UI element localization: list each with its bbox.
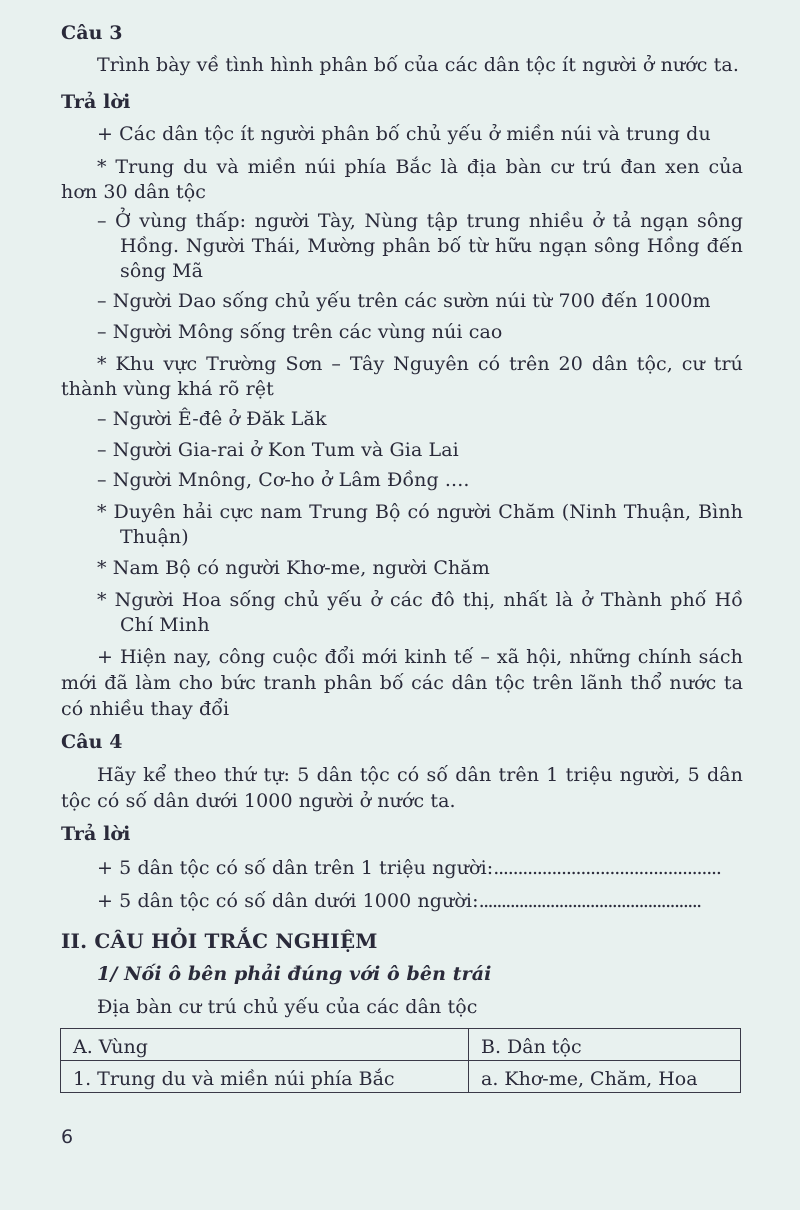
question-4-prompt: tộc có số dân dưới 1000 người ở nước ta.: [61, 790, 456, 812]
answer-line: * Nam Bộ có người Khơ-me, người Chăm: [97, 557, 490, 579]
answer-line: thành vùng khá rõ rệt: [61, 378, 274, 400]
answer-line: * Người Hoa sống chủ yếu ở các đô thị, nhất là ở Thành phố Hồ: [97, 589, 743, 611]
answer-line: * Trung du và miền núi phía Bắc là địa bàn cư trú đan xen của: [97, 156, 743, 178]
table-row: [61, 1061, 741, 1093]
answer-line: có nhiều thay đổi: [61, 698, 230, 720]
answer-line: + Hiện nay, công cuộc đổi mới kinh tế – xã hội, những chính sách: [97, 646, 743, 668]
table-header-region: A. Vùng: [61, 1029, 469, 1061]
answer-line: Hồng. Người Thái, Mường phân bố từ hữu ngạn sông Hồng đến: [120, 235, 743, 257]
answer-line: * Khu vực Trường Sơn – Tây Nguyên có trên 20 dân tộc, cư trú: [97, 353, 743, 375]
answer-label: + 5 dân tộc có số dân dưới 1000 người:: [97, 890, 479, 912]
answer-blank: ..................................................: [478, 890, 701, 912]
answer-line: – Người Ê-đê ở Đăk Lăk: [97, 408, 327, 430]
table-header-row: [61, 1029, 741, 1061]
page-number: 6: [61, 1126, 74, 1148]
answer-line: – Người Mnông, Cơ-ho ở Lâm Đồng ....: [97, 469, 470, 491]
answer-line: Thuận): [120, 526, 189, 548]
answer-line: – Người Dao sống chủ yếu trên các sườn núi từ 700 đến 1000m: [97, 290, 711, 312]
answer-line: + Các dân tộc ít người phân bố chủ yếu ở miền núi và trung du: [97, 123, 711, 145]
exercise-title: 1/ Nối ô bên phải đúng với ô bên trái: [97, 963, 492, 985]
exercise-caption: Địa bàn cư trú chủ yếu của các dân tộc: [97, 996, 478, 1018]
question-3-answer-heading: Trả lời: [61, 91, 131, 113]
answer-line: – Ở vùng thấp: người Tày, Nùng tập trung nhiều ở tả ngạn sông: [97, 210, 743, 232]
question-4-answer-heading: Trả lời: [61, 823, 131, 845]
answer-line: sông Mã: [120, 260, 204, 282]
answer-blank: ...............................................: [493, 857, 721, 879]
answer-line: – Người Gia-rai ở Kon Tum và Gia Lai: [97, 439, 459, 461]
question-4-title: Câu 4: [61, 731, 123, 753]
answer-line-2: [97, 889, 701, 913]
answer-line-1: [97, 856, 721, 880]
answer-line: mới đã làm cho bức tranh phân bố các dân tộc trên lãnh thổ nước ta: [61, 672, 743, 694]
table-cell-ethnic-group: a. Khơ-me, Chăm, Hoa: [469, 1061, 741, 1093]
question-4-prompt: Hãy kể theo thứ tự: 5 dân tộc có số dân trên 1 triệu người, 5 dân: [97, 764, 743, 786]
question-3-prompt: Trình bày về tình hình phân bố của các dân tộc ít người ở nước ta.: [97, 54, 739, 76]
question-3-title: Câu 3: [61, 22, 123, 44]
answer-line: hơn 30 dân tộc: [61, 181, 207, 203]
answer-line: – Người Mông sống trên các vùng núi cao: [97, 321, 503, 343]
table-cell-region: 1. Trung du và miền núi phía Bắc: [61, 1061, 469, 1093]
answer-line: Chí Minh: [120, 614, 210, 636]
answer-line: * Duyên hải cực nam Trung Bộ có người Chăm (Ninh Thuận, Bình: [97, 501, 743, 523]
matching-table: [60, 1028, 741, 1093]
table-header-ethnic-group: B. Dân tộc: [469, 1029, 741, 1061]
section-title: II. CÂU HỎI TRẮC NGHIỆM: [61, 929, 378, 953]
answer-label: + 5 dân tộc có số dân trên 1 triệu người:: [97, 857, 494, 879]
